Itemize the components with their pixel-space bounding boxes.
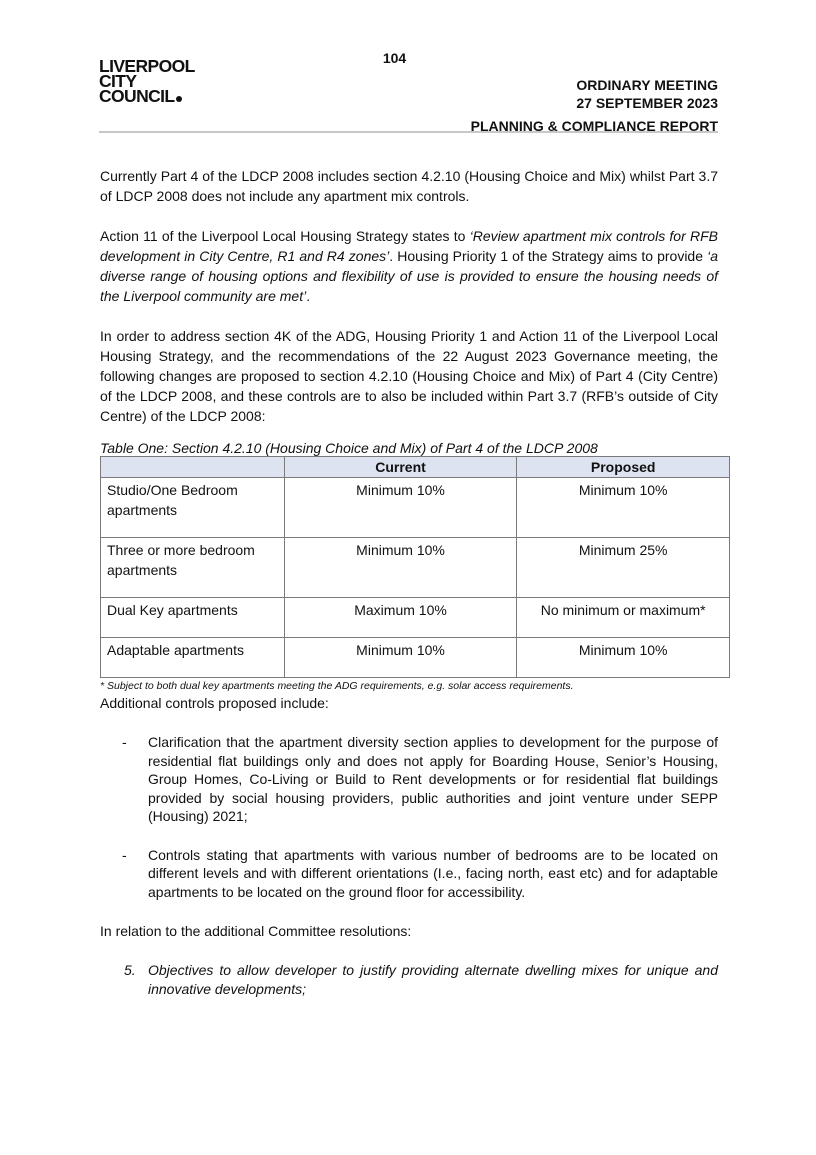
table-cell: Dual Key apartments [101, 598, 285, 638]
additional-controls-list [100, 733, 718, 901]
logo-line-2: CITY [99, 71, 137, 91]
resolutions-intro: In relation to the additional Committee resolutions: [100, 923, 412, 939]
table-row [101, 478, 730, 538]
table-row [101, 538, 730, 598]
resolutions-list [100, 961, 718, 999]
additional-controls-intro: Additional controls proposed include: [100, 695, 329, 711]
table-cell: Three or more bedroom apartments [101, 538, 285, 598]
meeting-title: ORDINARY MEETING [576, 77, 718, 93]
table-header-blank [101, 457, 285, 478]
table-cell: Studio/One Bedroom apartments [101, 478, 285, 538]
list-item: 5. Objectives to allow developer to justify providing alternate dwelling mixes for unique and innovative developments; [124, 962, 718, 997]
council-logo [99, 56, 195, 106]
table-cell: No minimum or maximum* [517, 598, 730, 638]
table-cell: Minimum 10% [284, 638, 517, 678]
table-cell: Minimum 25% [517, 538, 730, 598]
meeting-date: 27 SEPTEMBER 2023 [576, 95, 718, 111]
logo-line-1: LIVERPOOL [99, 56, 195, 76]
page-number: 104 [382, 50, 407, 66]
table-cell: Minimum 10% [517, 478, 730, 538]
table-header-current: Current [284, 457, 517, 478]
report-title: PLANNING & COMPLIANCE REPORT [470, 118, 718, 134]
document-body [100, 166, 718, 999]
header-divider [99, 131, 718, 133]
list-item: - Clarification that the apartment diversity section applies to development for the purpose of residential flat buildings only and does not apply for Boarding House, Senior’s Housing, Group Homes, Co-Living or Build to Rent developments or for residential flat buildings provided by social housing providers, public authorities and joint venture under SEPP (Housing) 2021; [122, 734, 718, 824]
logo-dot-icon [176, 96, 182, 102]
table-cell: Minimum 10% [284, 478, 517, 538]
dash-bullet: - [122, 734, 127, 750]
table-cell: Maximum 10% [284, 598, 517, 638]
paragraph-2: Action 11 of the Liverpool Local Housing Strategy states to ‘Review apartment mix controls for RFB development in City Centre, R1 and R4 zones’. Housing Priority 1 of the Strategy aims to provide ‘a diverse range of housing options and flexibility of use is provided to ensure the housing needs of the Liverpool community are met’. [100, 228, 718, 304]
dash-bullet: - [122, 846, 127, 863]
table-cell: Minimum 10% [517, 638, 730, 678]
housing-mix-table [100, 456, 730, 678]
list-item: - Controls stating that apartments with various number of bedrooms are to be located on different levels and with different orientations (I.e., facing north, east etc) and for adaptable apartments to be located on the ground floor for accessibility. [122, 846, 718, 900]
table-caption: Table One: Section 4.2.10 (Housing Choice and Mix) of Part 4 of the LDCP 2008 [100, 440, 598, 456]
resolution-number: 5. [124, 962, 136, 978]
logo-line-3: COUNCIL [99, 89, 195, 104]
paragraph-3: In order to address section 4K of the ADG, Housing Priority 1 and Action 11 of the Liverpool Local Housing Strategy, and the recommendations of the 22 August 2023 Governance meeting, the following changes are proposed to section 4.2.10 (Housing Choice and Mix) of Part 4 (City Centre) of the LDCP 2008, and these controls are to also be included within Part 3.7 (RFB’s outside of City Centre) of the LDCP 2008: [100, 328, 718, 424]
table-row [101, 598, 730, 638]
paragraph-1: Currently Part 4 of the LDCP 2008 includes section 4.2.10 (Housing Choice and Mix) whilst Part 3.7 of LDCP 2008 does not include any apartment mix controls. [100, 168, 718, 204]
table-cell: Adaptable apartments [101, 638, 285, 678]
table-header-row [101, 457, 730, 478]
table-row [101, 638, 730, 678]
table-cell: Minimum 10% [284, 538, 517, 598]
meeting-header [471, 76, 718, 135]
table-header-proposed: Proposed [517, 457, 730, 478]
table-footnote: * Subject to both dual key apartments meeting the ADG requirements, e.g. solar access requirements. [100, 680, 574, 692]
